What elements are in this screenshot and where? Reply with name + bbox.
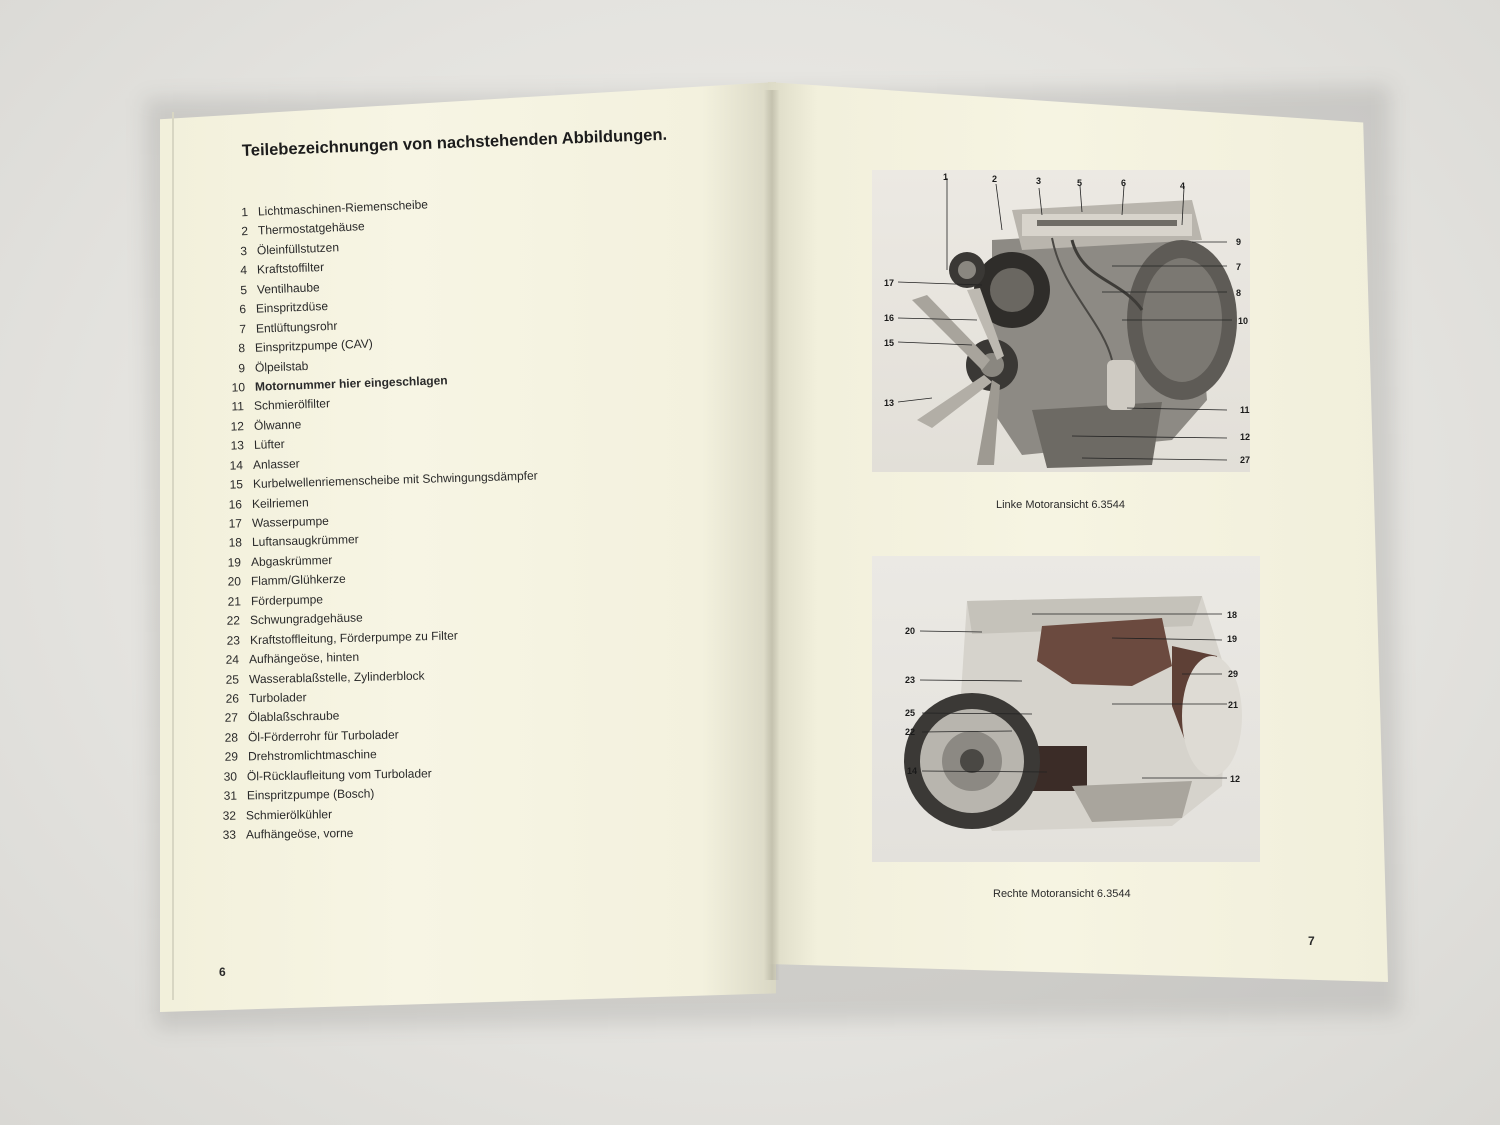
part-row [220, 280, 319, 298]
engine-illustration-left [872, 170, 1250, 472]
part-number: 22 [226, 613, 241, 628]
part-row [212, 690, 306, 706]
part-number: 18 [228, 535, 242, 551]
part-label: Thermostatgehäuse [257, 219, 365, 238]
figure-callout: 18 [1227, 610, 1238, 620]
part-label: Lichtmaschinen-Riemenscheibe [257, 197, 429, 219]
part-label: Anlasser [252, 456, 300, 472]
part-number: 12 [230, 418, 245, 434]
part-number: 15 [229, 477, 243, 492]
page-number-left: 6 [219, 965, 226, 979]
figure-callout: 16 [884, 313, 895, 323]
part-row [214, 628, 458, 648]
figure-callout: 6 [1121, 178, 1127, 188]
part-number: 9 [238, 360, 246, 375]
figure-callout: 11 [1240, 405, 1250, 415]
part-number: 5 [239, 282, 247, 298]
figure-callout: 25 [905, 708, 916, 718]
figure-callout: 29 [1228, 669, 1239, 679]
part-label: Kurbelwellenriemenscheibe mit Schwingungsdämpfer [252, 468, 538, 492]
part-row [222, 197, 428, 220]
part-row [217, 456, 300, 473]
part-number: 2 [240, 224, 248, 239]
part-row [221, 240, 340, 259]
part-row [212, 727, 399, 744]
figure-callout: 27 [1240, 455, 1251, 465]
part-number: 19 [227, 555, 242, 570]
figure-callout: 13 [884, 398, 895, 408]
part-label: Motornummer hier eingeschlagen [254, 373, 448, 394]
part-row [215, 533, 358, 551]
part-label: Wasserablaßstelle, Zylinderblock [248, 668, 425, 686]
figure-callout: 23 [905, 675, 916, 685]
part-number: 27 [224, 710, 239, 726]
part-row [219, 318, 337, 336]
part-number: 7 [238, 321, 246, 336]
figure-callout: 12 [1230, 774, 1241, 784]
part-number: 25 [225, 671, 240, 687]
part-label: Kraftstoffilter [256, 260, 325, 277]
part-row [218, 397, 330, 415]
part-label: Abgaskrümmer [251, 552, 333, 569]
engine-photo-right-view [872, 556, 1260, 862]
part-label: Einspritzpumpe (CAV) [255, 336, 374, 355]
figure-callout: 7 [1236, 262, 1242, 272]
engine-photo-left-view [872, 170, 1250, 472]
part-label: Schmierölkühler [246, 806, 333, 823]
figure-callout: 20 [905, 626, 916, 636]
figure-callout: 9 [1236, 237, 1242, 247]
part-label: Luftansaugkrümmer [251, 532, 359, 550]
part-label: Entlüftungsrohr [255, 318, 338, 336]
figure-callout: 8 [1236, 288, 1242, 298]
figure-callout: 3 [1036, 176, 1042, 186]
part-label: Ölpeilstab [254, 358, 309, 375]
part-row [220, 299, 328, 317]
part-row [214, 592, 322, 609]
caption-right-view: Rechte Motoransicht 6.3544 [993, 888, 1131, 900]
part-label: Schmierölfilter [253, 396, 331, 414]
part-row [211, 787, 375, 804]
part-label: Drehstromlichtmaschine [247, 747, 377, 764]
part-number: 3 [240, 243, 248, 259]
part-row [221, 220, 364, 240]
part-label: Ölwanne [253, 417, 302, 433]
figure-callout: 14 [907, 766, 918, 776]
part-number: 11 [231, 399, 245, 414]
part-number: 33 [222, 827, 237, 842]
figure-callout: 21 [1228, 700, 1239, 710]
part-row [217, 437, 284, 453]
part-label: Ventilhaube [256, 279, 320, 297]
part-label: Kraftstoffleitung, Förderpumpe zu Filter [249, 628, 458, 647]
part-row [213, 668, 425, 686]
engine-illustration-right [872, 556, 1260, 862]
part-number: 20 [227, 574, 242, 589]
part-label: Aufhängeöse, vorne [245, 825, 354, 842]
part-row [215, 553, 333, 570]
caption-left-view: Linke Motoransicht 6.3544 [996, 499, 1126, 511]
part-number: 29 [224, 749, 238, 765]
figure-callout: 1 [943, 172, 949, 182]
figure-callout: 15 [884, 338, 895, 348]
part-label: Öleinfüllstutzen [256, 240, 340, 258]
part-row [219, 358, 309, 375]
part-label: Lüfter [253, 437, 285, 453]
part-row [212, 709, 340, 725]
part-row [216, 514, 329, 531]
figure-callout: 12 [1240, 432, 1251, 442]
part-row [215, 572, 346, 589]
part-label: Öl-Förderrohr für Turbolader [247, 727, 399, 745]
part-label: Keilriemen [252, 494, 310, 511]
part-number: 14 [229, 457, 244, 473]
figure-callout: 10 [1238, 316, 1249, 326]
part-row [210, 807, 332, 823]
part-label: Aufhängeöse, hinten [249, 649, 360, 667]
part-label: Wasserpumpe [251, 513, 330, 530]
part-row [219, 337, 373, 356]
part-number: 24 [225, 652, 240, 667]
part-number: 13 [229, 438, 244, 453]
part-number: 10 [231, 380, 245, 395]
part-number: 4 [239, 263, 248, 278]
part-number: 26 [225, 691, 239, 706]
part-number: 31 [223, 788, 237, 803]
part-number: 30 [223, 769, 238, 784]
part-label: Förderpumpe [250, 592, 323, 608]
part-number: 17 [228, 516, 243, 531]
page-number-right: 7 [1308, 934, 1315, 948]
page-heading: Teilebezeichnungen von nachstehenden Abbildungen. [241, 125, 668, 160]
part-number: 32 [222, 808, 237, 823]
part-number: 28 [224, 730, 238, 745]
part-row [211, 766, 432, 784]
part-row [213, 650, 359, 667]
figure-callout: 22 [905, 727, 916, 737]
figure-callout: 19 [1227, 634, 1238, 644]
part-number: 21 [226, 594, 241, 609]
figure-callout: 17 [884, 278, 895, 288]
part-row [217, 469, 538, 493]
part-number: 23 [226, 633, 240, 648]
part-number: 16 [228, 496, 243, 512]
part-number: 8 [238, 341, 246, 356]
part-number: 6 [239, 302, 247, 317]
part-label: Öl-Rücklaufleitung vom Turbolader [247, 766, 432, 784]
part-row [218, 373, 447, 395]
part-label: Ölablaßschraube [248, 708, 340, 725]
part-label: Turbolader [248, 690, 307, 706]
part-row [221, 260, 325, 278]
part-label: Einspritzpumpe (Bosch) [246, 786, 375, 803]
part-row [218, 417, 302, 434]
part-label: Schwungradgehäuse [249, 610, 364, 628]
part-label: Einspritzdüse [255, 299, 329, 316]
figure-callout: 5 [1077, 178, 1083, 188]
part-number: 1 [241, 204, 249, 220]
part-row [214, 611, 363, 629]
figure-callout: 2 [992, 174, 998, 184]
part-label: Flamm/Glühkerze [250, 572, 346, 589]
part-row [211, 747, 376, 764]
part-row [210, 826, 354, 842]
part-row [216, 495, 309, 512]
figure-callout: 4 [1180, 181, 1186, 191]
